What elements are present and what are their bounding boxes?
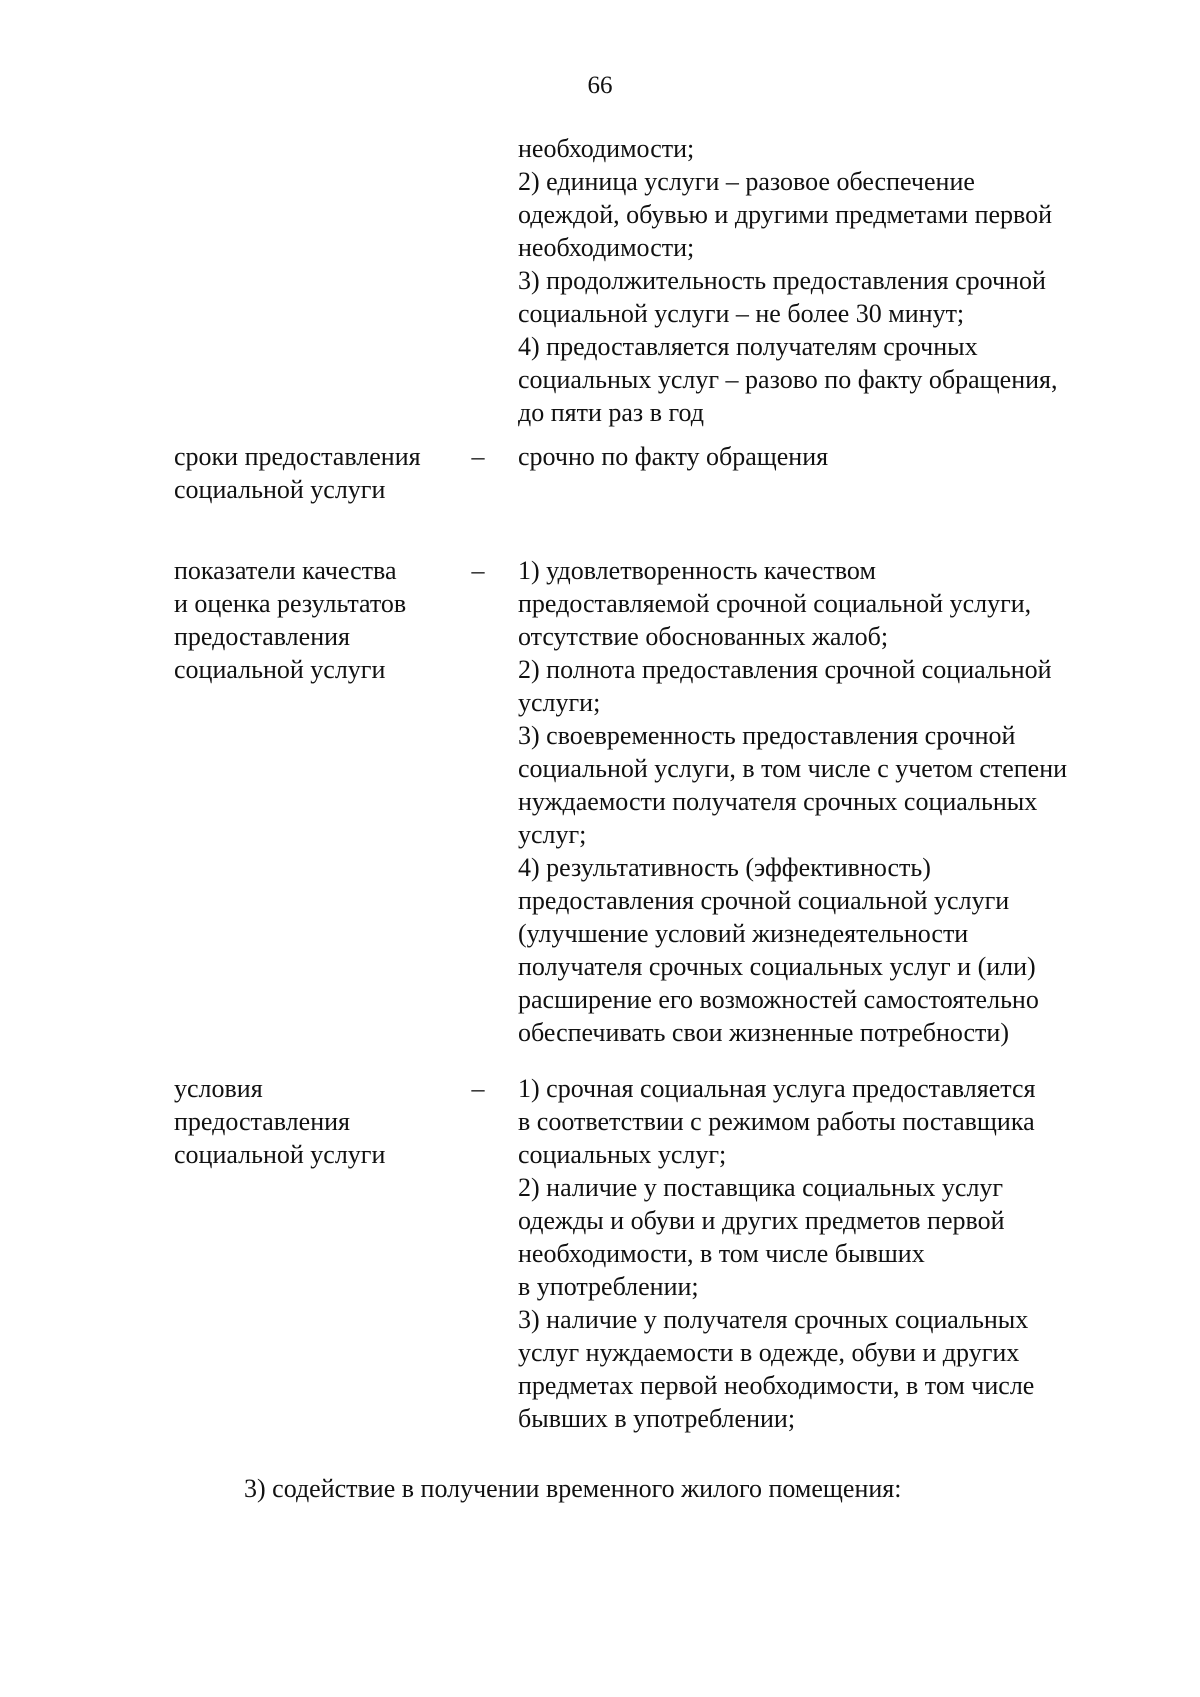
term-line: социальной услуги — [174, 1140, 386, 1169]
definition-value — [518, 1072, 1138, 1435]
value-line: 1) удовлетворенность качеством — [518, 556, 876, 585]
value-line: 2) наличие у поставщика социальных услуг — [518, 1173, 1004, 1202]
value-line: услуг; — [518, 820, 587, 849]
text-line: до пяти раз в год — [518, 398, 704, 427]
value-line: получателя срочных социальных услуг и (или) — [518, 952, 1036, 981]
term-line: социальной услуги — [174, 475, 386, 504]
definition-term — [174, 1072, 459, 1171]
value-line: услуги; — [518, 688, 601, 717]
value-line: социальных услуг; — [518, 1140, 727, 1169]
term-line: показатели качества — [174, 556, 397, 585]
text-line: 4) предоставляется получателям срочных — [518, 332, 978, 361]
term-line: и оценка результатов — [174, 589, 407, 618]
value-line: предоставления срочной социальной услуги — [518, 886, 1010, 915]
value-line: 1) срочная социальная услуга предоставляется — [518, 1074, 1036, 1103]
value-line: отсутствие обоснованных жалоб; — [518, 622, 889, 651]
text-line: 3) продолжительность предоставления срочной — [518, 266, 1046, 295]
value-line: услуг нуждаемости в одежде, обуви и других — [518, 1338, 1020, 1367]
definition-term — [174, 554, 459, 686]
definition-value — [518, 554, 1138, 1049]
definition-dash: – — [471, 1074, 485, 1103]
value-line: социальной услуги, в том числе с учетом степени — [518, 754, 1068, 783]
value-line: 3) наличие у получателя срочных социальных — [518, 1305, 1029, 1334]
value-line: в соответствии с режимом работы поставщика — [518, 1107, 1035, 1136]
text-line: одеждой, обувью и другими предметами первой — [518, 200, 1053, 229]
value-line: в употреблении; — [518, 1272, 699, 1301]
term-line: предоставления — [174, 1107, 350, 1136]
term-line: предоставления — [174, 622, 350, 651]
value-line: предоставляемой срочной социальной услуги, — [518, 589, 1032, 618]
value-line: 3) своевременность предоставления срочной — [518, 721, 1016, 750]
value-line: бывших в употреблении; — [518, 1404, 796, 1433]
term-line: условия — [174, 1074, 263, 1103]
continuation-text — [518, 132, 1158, 429]
text-line: необходимости; — [518, 233, 695, 262]
text-line: необходимости; — [518, 134, 695, 163]
value-line: срочно по факту обращения — [518, 442, 829, 471]
text-line: социальной услуги – не более 30 минут; — [518, 299, 965, 328]
definition-value — [518, 440, 1138, 473]
definition-term — [174, 440, 459, 506]
value-line: 2) полнота предоставления срочной социальной — [518, 655, 1052, 684]
text-line: социальных услуг – разово по факту обращения, — [518, 365, 1058, 394]
value-line: расширение его возможностей самостоятельно — [518, 985, 1039, 1014]
definition-dash: – — [471, 442, 485, 471]
value-line: 4) результативность (эффективность) — [518, 853, 931, 882]
definition-dash: – — [471, 556, 485, 585]
term-line: социальной услуги — [174, 655, 386, 684]
text-line: 2) единица услуги – разовое обеспечение — [518, 167, 975, 196]
value-line: одежды и обуви и других предметов первой — [518, 1206, 1005, 1235]
value-line: необходимости, в том числе бывших — [518, 1239, 925, 1268]
page-number: 66 — [587, 72, 613, 99]
value-line: (улучшение условий жизнедеятельности — [518, 919, 969, 948]
value-line: обеспечивать свои жизненные потребности) — [518, 1018, 1009, 1047]
value-line: нуждаемости получателя срочных социальных — [518, 787, 1038, 816]
value-line: предметах первой необходимости, в том числе — [518, 1371, 1035, 1400]
term-line: сроки предоставления — [174, 442, 421, 471]
section-heading: 3) содействие в получении временного жилого помещения: — [244, 1474, 902, 1503]
